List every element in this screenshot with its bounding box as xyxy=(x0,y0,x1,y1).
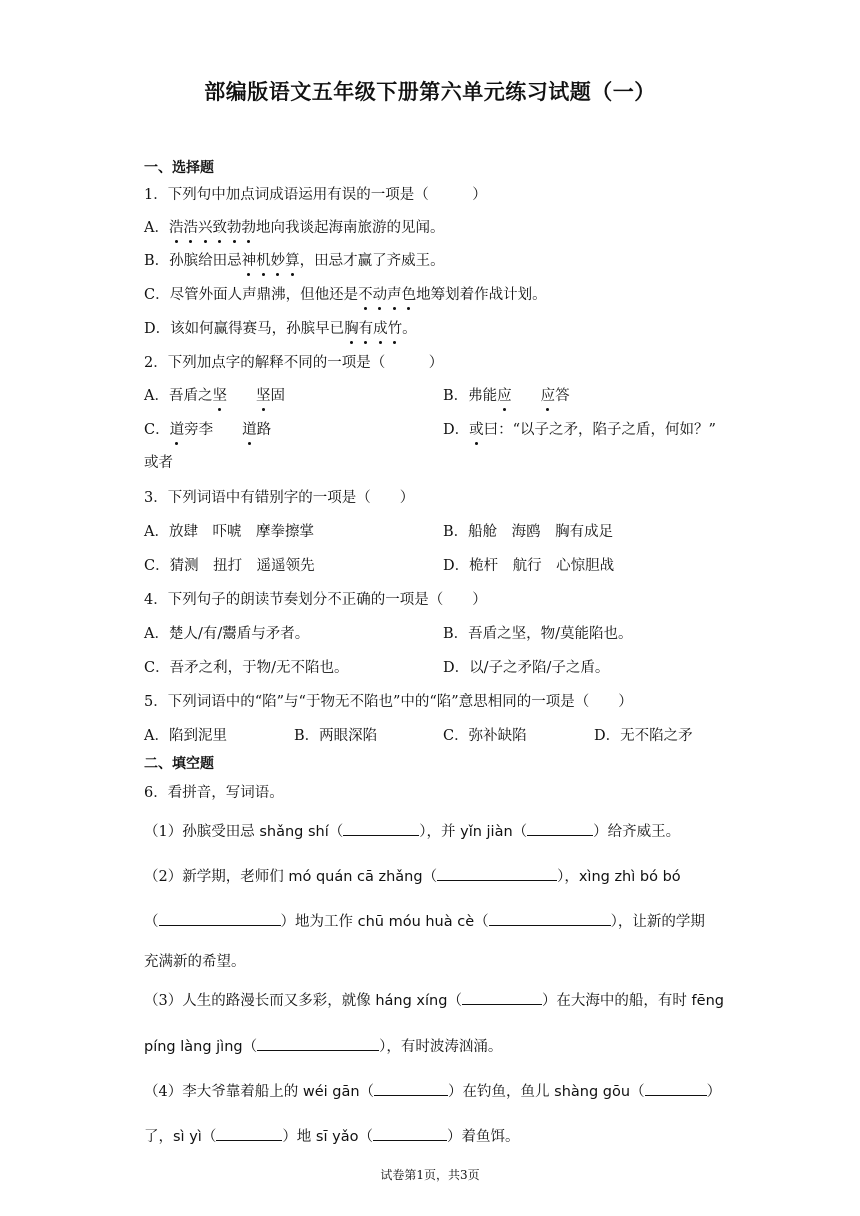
dotted-char: 应 xyxy=(540,388,556,404)
question-2-option-b xyxy=(443,386,570,406)
option-text: B．弗能 xyxy=(443,388,498,404)
text: ） xyxy=(706,1084,722,1100)
pinyin: shǎng shí xyxy=(259,824,329,840)
pinyin: yǐn jiàn xyxy=(460,824,513,840)
answer-blank[interactable] xyxy=(374,1081,448,1096)
question-3-option-d: D．桅杆 航行 心惊胆战 xyxy=(443,558,615,574)
question-5-option-b: B．两眼深陷 xyxy=(294,728,378,744)
question-6-line-7 xyxy=(144,1081,721,1102)
question-6-line-2 xyxy=(144,866,681,887)
question-1-option-d xyxy=(144,319,417,339)
question-6-line-3 xyxy=(144,911,705,932)
pinyin: xìng zhì bó bó xyxy=(578,869,681,885)
section-heading-choice: 一、选择题 xyxy=(144,160,214,176)
question-5-option-c: C．弥补缺陷 xyxy=(443,728,527,744)
pinyin: fēng xyxy=(691,993,724,1009)
page-footer: 试卷第1页，共3页 xyxy=(380,1168,480,1182)
option-text: 路 xyxy=(256,422,272,438)
question-6-line-8 xyxy=(144,1126,519,1147)
option-b-prefix: B．孙膑给田忌 xyxy=(144,253,242,269)
pinyin: sì yì xyxy=(173,1129,202,1145)
question-3-option-c: C．猜测 扭打 遥遥领先 xyxy=(144,558,315,574)
text: （ xyxy=(474,914,489,930)
question-6-line-1 xyxy=(144,821,680,842)
text: （4）李大爷靠着船上的 xyxy=(144,1084,303,1100)
question-4-option-d: D．以/子之矛陷/子之盾。 xyxy=(443,660,610,676)
question-1-option-b xyxy=(144,251,445,271)
text: （2）新学期，老师们 xyxy=(144,869,289,885)
text: （ xyxy=(447,993,462,1009)
question-3-stem: 3．下列词语中有错别字的一项是（ ） xyxy=(144,490,415,506)
answer-blank[interactable] xyxy=(462,990,542,1005)
dotted-idiom-c: 不动声色 xyxy=(358,287,417,303)
text: （ xyxy=(358,1129,373,1145)
text: （ xyxy=(242,1039,258,1055)
pinyin: shàng gōu xyxy=(554,1084,631,1100)
answer-blank[interactable] xyxy=(257,1036,379,1051)
text: ）在大海中的船，有时 xyxy=(541,993,692,1009)
text: ）给齐威王。 xyxy=(593,824,681,840)
question-4-option-b: B．吾盾之坚，物/莫能陷也。 xyxy=(443,626,633,642)
option-text: 曰：“以子之矛，陷子之盾，何如？” xyxy=(483,422,716,438)
dotted-idiom-b: 神机妙算 xyxy=(241,253,300,269)
text: （ xyxy=(144,914,159,930)
pinyin: háng xíng xyxy=(375,993,448,1009)
answer-blank[interactable] xyxy=(527,821,593,836)
question-2-stem: 2．下列加点字的解释不同的一项是（ ） xyxy=(144,355,444,371)
text: （ xyxy=(201,1129,217,1145)
dotted-char: 道 xyxy=(169,422,185,438)
option-a-suffix: 地向我谈起海南旅游的见闻。 xyxy=(255,220,445,236)
pinyin: mó quán cā zhǎng xyxy=(288,869,423,885)
question-1-option-a xyxy=(144,218,444,238)
question-2-option-a xyxy=(144,386,285,406)
question-2-option-d-continued: 或者 xyxy=(144,455,173,471)
question-5-option-d: D．无不陷之矛 xyxy=(594,728,693,744)
option-text: C． xyxy=(144,422,170,438)
option-text: A．吾盾之 xyxy=(144,388,213,404)
option-text: 旁李 xyxy=(184,422,243,438)
pinyin: chū móu huà cè xyxy=(357,914,475,930)
page-title: 部编版语文五年级下册第六单元练习试题（一） xyxy=(204,80,656,104)
dotted-char: 坚 xyxy=(255,388,271,404)
question-1-stem: 1．下列句中加点词成语运用有误的一项是（ ） xyxy=(144,187,487,203)
pinyin: sī yǎo xyxy=(315,1129,359,1145)
question-2-option-c xyxy=(144,420,271,440)
text: ）， xyxy=(557,869,579,885)
answer-blank[interactable] xyxy=(437,866,557,881)
question-5-option-a: A．陷到泥里 xyxy=(144,728,227,744)
option-d-prefix: D．该如何赢得赛马，孙膑早已 xyxy=(144,321,345,337)
answer-blank[interactable] xyxy=(343,821,419,836)
question-4-option-a: A．楚人/有/鬻盾与矛者。 xyxy=(144,626,310,642)
question-6-line-4: 充满新的希望。 xyxy=(144,954,246,970)
dotted-char: 道 xyxy=(242,422,257,438)
dotted-char: 坚 xyxy=(212,388,227,404)
text: （ xyxy=(422,869,438,885)
option-c-prefix: C．尽管外面人声鼎沸，但他还是 xyxy=(144,287,359,303)
text: （ xyxy=(328,824,344,840)
answer-blank[interactable] xyxy=(159,911,281,926)
dotted-char: 应 xyxy=(497,388,512,404)
question-5-stem: 5．下列词语中的“陷”与“于物无不陷也”中的“陷”意思相同的一项是（ ） xyxy=(144,694,633,710)
option-text: D． xyxy=(443,422,470,438)
answer-blank[interactable] xyxy=(645,1081,707,1096)
option-text xyxy=(227,388,256,404)
text: ）地为工作 xyxy=(280,914,358,930)
option-text: 答 xyxy=(555,388,570,404)
question-4-stem: 4．下列句子的朗读节奏划分不正确的一项是（ ） xyxy=(144,592,487,608)
text: 了， xyxy=(144,1129,173,1145)
dotted-char: 或 xyxy=(469,422,484,438)
option-a-prefix: A． xyxy=(144,220,169,236)
text: ）在钓鱼，鱼儿 xyxy=(448,1084,555,1100)
option-b-suffix: ，田忌才赢了齐威王。 xyxy=(299,253,445,269)
text: （ xyxy=(512,824,528,840)
text: （ xyxy=(359,1084,375,1100)
option-c-suffix: 地筹划着作战计划。 xyxy=(416,287,547,303)
question-1-option-c xyxy=(144,285,547,305)
dotted-idiom-a: 浩浩兴致勃勃 xyxy=(168,220,256,236)
option-text xyxy=(512,388,541,404)
answer-blank[interactable] xyxy=(373,1126,447,1141)
question-6-line-6 xyxy=(144,1036,502,1057)
option-d-suffix: 。 xyxy=(402,321,417,337)
text: （1）孙膑受田忌 xyxy=(144,824,260,840)
text: （3）人生的路漫长而又多彩，就像 xyxy=(144,993,376,1009)
answer-blank[interactable] xyxy=(489,911,611,926)
option-text: 固 xyxy=(270,388,285,404)
question-4-option-c: C．吾矛之利，于物/无不陷也。 xyxy=(144,660,349,676)
text: ）着鱼饵。 xyxy=(446,1129,520,1145)
question-2-option-d xyxy=(443,420,716,440)
dotted-idiom-d: 胸有成竹 xyxy=(344,321,403,337)
text: ），并 xyxy=(419,824,461,840)
question-3-option-b: B．船舱 海鸥 胸有成足 xyxy=(443,524,614,540)
pinyin: wéi gān xyxy=(302,1084,360,1100)
answer-blank[interactable] xyxy=(216,1126,282,1141)
text: ）地 xyxy=(282,1129,316,1145)
section-heading-fill: 二、填空题 xyxy=(144,756,214,772)
pinyin: píng làng jìng xyxy=(144,1039,243,1055)
question-6-stem: 6．看拼音，写词语。 xyxy=(144,785,284,801)
question-3-option-a: A．放肆 吓唬 摩拳擦掌 xyxy=(144,524,314,540)
text: ），有时波涛汹涌。 xyxy=(379,1039,503,1055)
question-6-line-5 xyxy=(144,990,724,1011)
text: （ xyxy=(630,1084,645,1100)
text: ），让新的学期 xyxy=(610,914,705,930)
